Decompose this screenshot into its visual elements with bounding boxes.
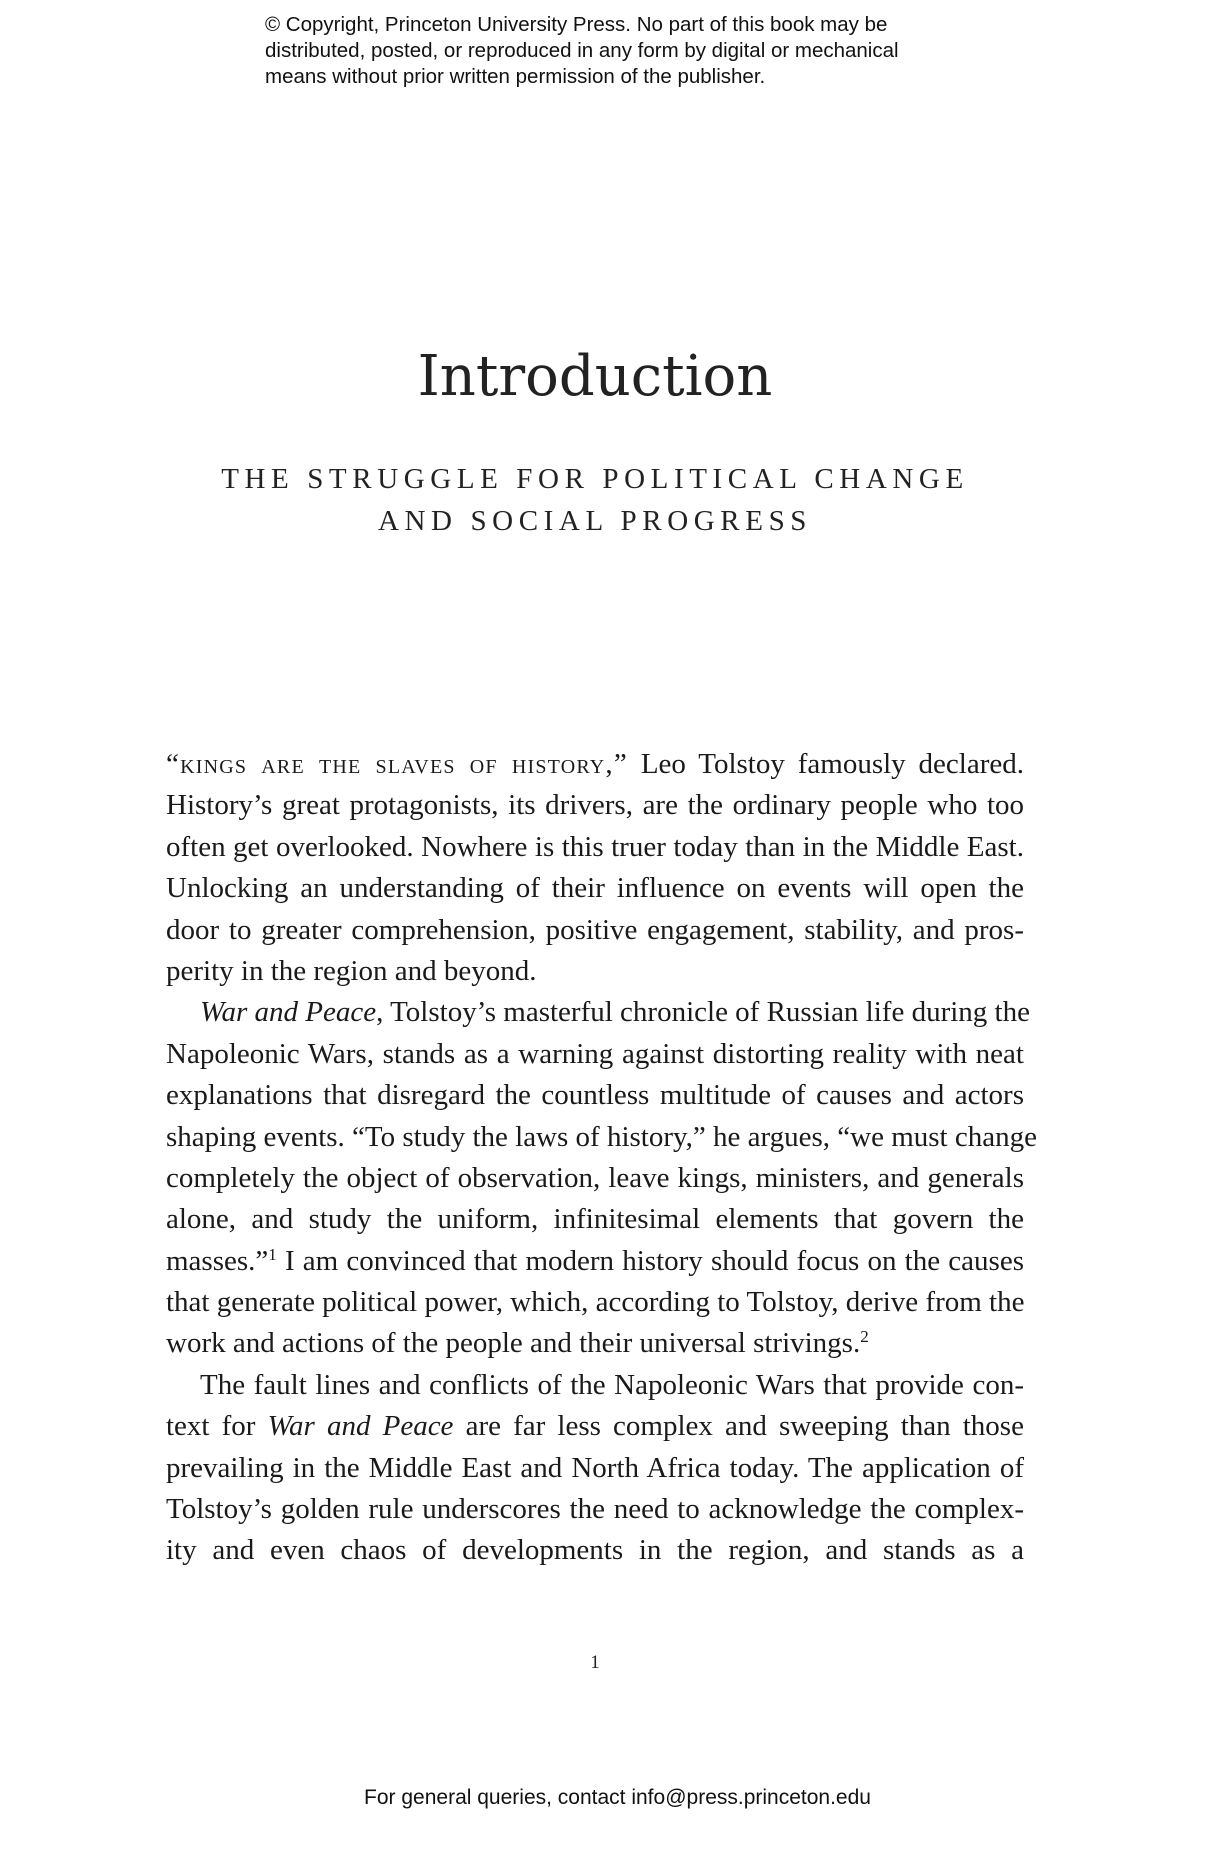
text-line: [166, 1406, 1024, 1447]
text-span: I am convinced that modern history should focus on the causes: [276, 1244, 1024, 1277]
text-span: masses.”: [166, 1244, 269, 1277]
text-span: work and actions of the people and their universal strivings.: [166, 1327, 861, 1360]
text-line: History’s great protagonists, its drivers, are the ordinary people who too: [166, 789, 1024, 822]
text-line: that generate political power, which, according to Tolstoy, derive from the: [166, 1286, 1025, 1319]
book-title: War and Peace: [200, 996, 377, 1029]
chapter-title: Introduction: [417, 344, 773, 409]
text-line: alone, and study the uniform, infinitesimal elements that govern the: [166, 1203, 1024, 1236]
text-line: Tolstoy’s golden rule underscores the need to acknowledge the complex-: [166, 1493, 1024, 1526]
text-line: often get overlooked. Nowhere is this truer today than in the Middle East.: [166, 830, 1024, 863]
chapter-subtitle: [0, 458, 1190, 542]
footnote-marker: 2: [860, 1327, 869, 1347]
body-text: [166, 744, 1037, 1572]
copyright-line: distributed, posted, or reproduced in any form by digital or mechanical: [265, 39, 899, 62]
footnote-marker: 1: [268, 1244, 277, 1264]
text-line: perity in the region and beyond.: [166, 954, 537, 987]
page-number: 1: [590, 1652, 600, 1673]
subtitle-line: AND SOCIAL PROGRESS: [377, 505, 813, 537]
text-line: shaping events. “To study the laws of history,” he argues, “we must change: [166, 1120, 1037, 1153]
text-span: text for: [166, 1410, 268, 1443]
text-line: [166, 1323, 1024, 1364]
text-line: explanations that disregard the countless multitude of causes and actors: [166, 1079, 1024, 1112]
text-line: Napoleonic Wars, stands as a warning against distorting reality with neat: [166, 1037, 1024, 1070]
copyright-notice: [265, 12, 985, 90]
contact-footer: For general queries, contact info@press.princeton.edu: [364, 1786, 871, 1809]
text-line: [166, 744, 1024, 785]
text-line: ity and even chaos of developments in the region, and stands as a: [166, 1534, 1024, 1567]
copyright-line: means without prior written permission of the publisher.: [265, 65, 766, 88]
subtitle-line: THE STRUGGLE FOR POLITICAL CHANGE: [221, 463, 969, 495]
text-line: The fault lines and conflicts of the Napoleonic Wars that provide con-: [200, 1368, 1024, 1401]
text-line: Unlocking an understanding of their influence on events will open the: [166, 872, 1024, 905]
text-span: Leo Tolstoy famously declared.: [627, 748, 1025, 780]
opening-small-caps: “kings are the slaves of history,”: [166, 748, 628, 780]
copyright-line: © Copyright, Princeton University Press. No part of this book may be: [265, 13, 888, 36]
text-line: [166, 1241, 1024, 1282]
text-line: door to greater comprehension, positive engagement, stability, and pros-: [166, 913, 1024, 946]
text-span: , Tolstoy’s masterful chronicle of Russian life during the: [376, 996, 1030, 1029]
text-line: [166, 992, 1030, 1033]
text-line: completely the object of observation, leave kings, ministers, and generals: [166, 1161, 1024, 1194]
text-span: are far less complex and sweeping than those: [453, 1410, 1024, 1443]
book-title: War and Peace: [267, 1410, 454, 1443]
text-line: prevailing in the Middle East and North Africa today. The application of: [166, 1451, 1024, 1484]
